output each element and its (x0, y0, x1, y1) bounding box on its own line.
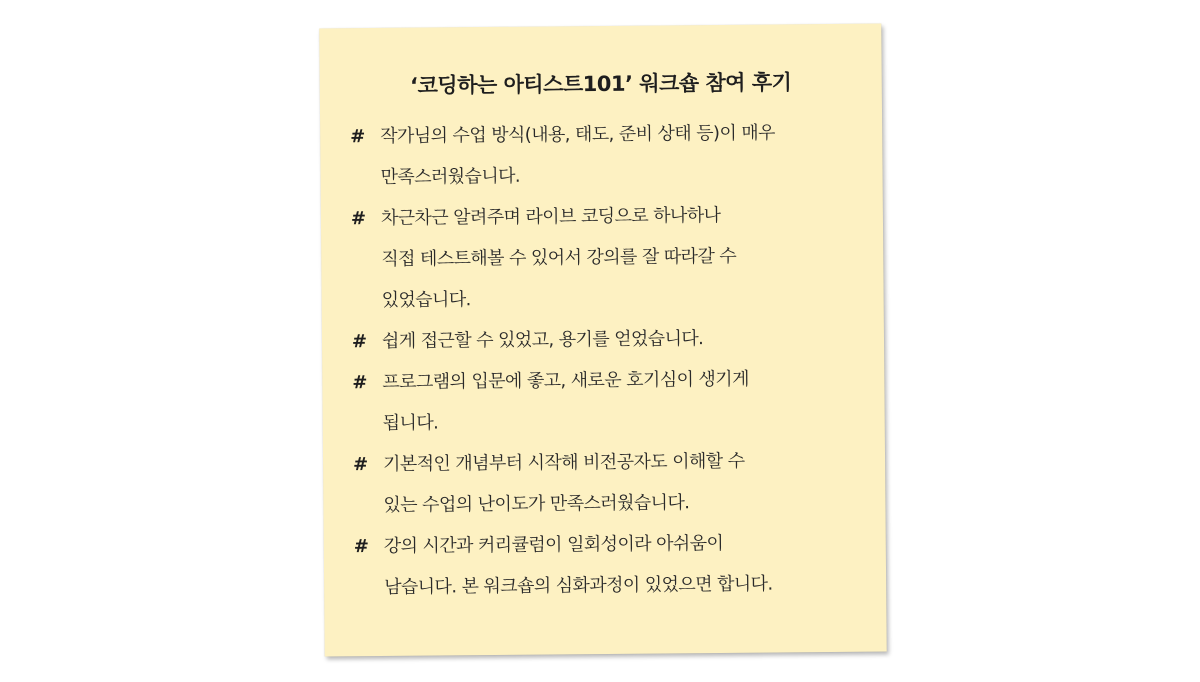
item-line: 있는 수업의 난이도가 만족스러웠습니다. (383, 492, 690, 516)
item-line: 직접 테스트해볼 수 있어서 강의를 잘 따라갈 수 (381, 245, 737, 270)
list-item-text (380, 112, 871, 198)
item-line: 남습니다. 본 워크숍의 심화과정이 있었으면 합니다. (384, 573, 773, 598)
list-item (354, 522, 875, 609)
list-item-text (383, 440, 874, 526)
bullet-hash: # (350, 208, 367, 230)
list-item-text (382, 358, 873, 444)
list-item (350, 112, 871, 199)
list-item (352, 317, 872, 363)
bullet-hash: # (352, 372, 368, 394)
note-title: ‘코딩하는 아티스트101’ 워크숍 참여 후기 (409, 70, 792, 98)
bullet-hash: # (352, 454, 369, 476)
list-item-text (381, 194, 872, 321)
list-item (352, 358, 873, 445)
item-line: 차근차근 알려주며 라이브 코딩으로 하나하나 (380, 204, 721, 229)
item-line: 기본적인 개념부터 시작해 비전공자도 이해할 수 (382, 450, 745, 475)
item-line: 프로그램의 입문에 좋고, 새로운 호기심이 생기게 (382, 368, 749, 393)
item-line: 됩니다. (382, 412, 439, 434)
list-item-text (382, 317, 872, 362)
bullet-hash: # (350, 126, 366, 148)
list-item (351, 194, 872, 322)
bullet-hash: # (353, 536, 369, 558)
sticky-note (319, 24, 886, 657)
item-line: 만족스러웠습니다. (380, 165, 521, 188)
list-item-text (384, 522, 875, 608)
item-line: 있었습니다. (381, 289, 471, 311)
item-line: 작가님의 수업 방식(내용, 태도, 준비 상태 등)이 매우 (380, 122, 775, 147)
bullet-hash: # (351, 331, 368, 353)
item-line: 쉽게 접근할 수 있었고, 용기를 얻었습니다. (381, 328, 704, 352)
item-line: 강의 시간과 커리큘럼이 일회성이라 아쉬움이 (383, 532, 724, 557)
review-list (350, 112, 874, 609)
list-item (353, 440, 874, 527)
